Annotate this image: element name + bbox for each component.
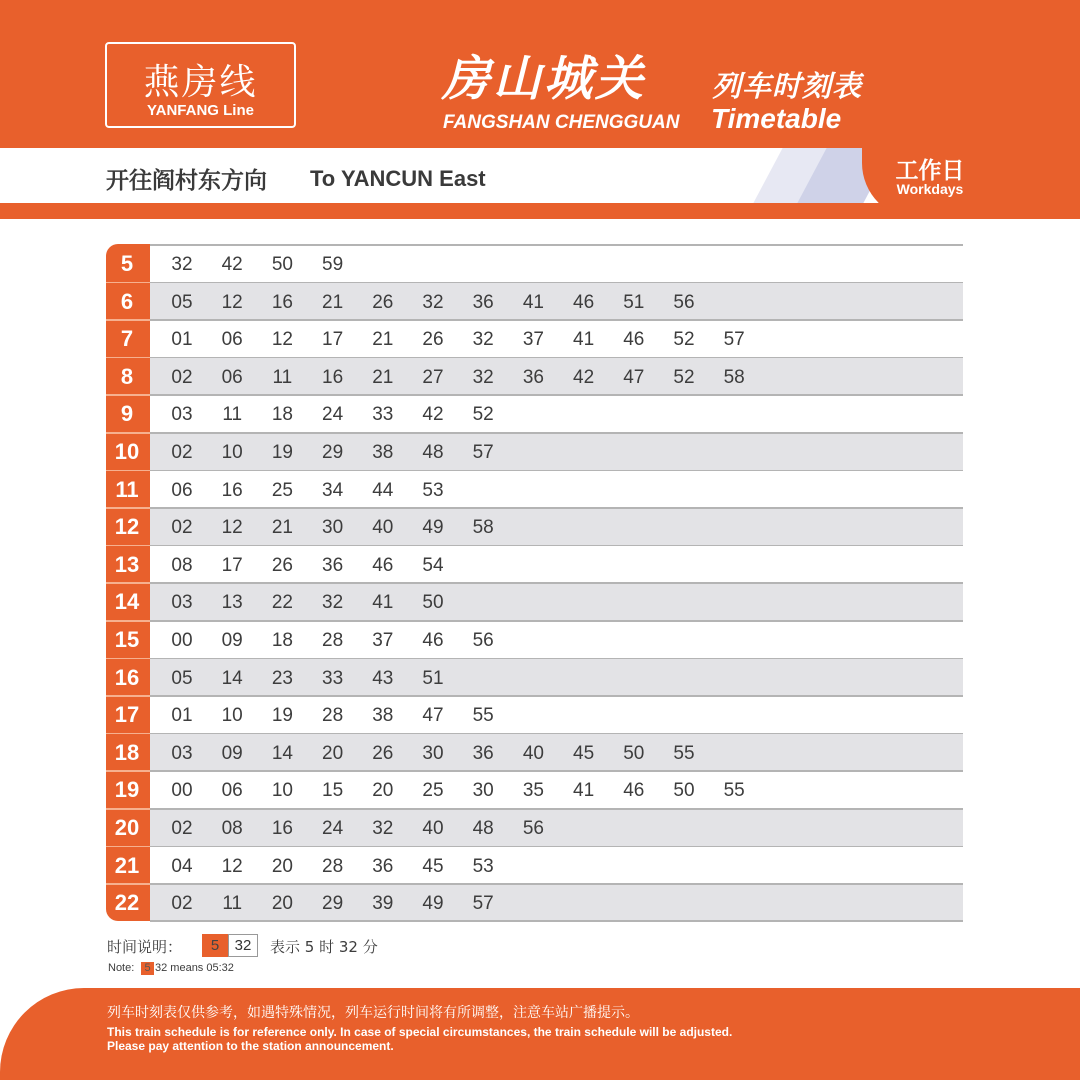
table-row <box>106 883 963 921</box>
minute-cell: 54 <box>422 554 444 576</box>
minute-cell: 41 <box>573 329 595 351</box>
minute-cell: 55 <box>723 780 745 802</box>
table-row <box>106 620 963 658</box>
minute-cell: 32 <box>322 592 344 614</box>
minute-cell: 52 <box>673 366 695 388</box>
minute-cell: 59 <box>322 254 344 275</box>
direction-en: To YANCUN East <box>310 166 486 191</box>
minute-cell: 46 <box>623 329 645 351</box>
minute-cell: 29 <box>322 893 344 915</box>
minute-cell: 06 <box>221 366 243 388</box>
minute-cell: 03 <box>171 592 193 614</box>
minute-cell: 17 <box>322 329 344 351</box>
minute-cell: 21 <box>372 329 394 351</box>
minute-cell: 27 <box>422 366 444 388</box>
minute-cell: 57 <box>472 893 494 915</box>
table-row <box>106 770 963 808</box>
table-row <box>106 695 963 733</box>
minute-cell: 18 <box>271 630 293 651</box>
minute-cell: 39 <box>372 893 394 915</box>
station-name-cn: 房山城关 <box>442 51 647 107</box>
line-badge <box>105 42 296 128</box>
minute-cell: 46 <box>372 554 394 576</box>
minute-cell: 26 <box>422 329 444 351</box>
minute-cell: 20 <box>271 893 293 915</box>
minute-cell: 20 <box>322 742 344 764</box>
minute-cell: 40 <box>372 517 394 539</box>
hour-cell: 14 <box>114 589 140 615</box>
minute-cell: 41 <box>522 291 544 313</box>
minute-cell: 18 <box>271 404 293 426</box>
table-row <box>106 733 963 771</box>
minute-cell: 24 <box>322 818 344 839</box>
minute-cell: 36 <box>372 855 394 877</box>
minute-cell: 56 <box>472 630 494 651</box>
minute-cell: 26 <box>372 291 394 313</box>
minute-cell: 56 <box>673 291 695 313</box>
note-example-hour: 5 <box>141 962 154 975</box>
timetable-title-en: Timetable <box>711 103 842 134</box>
timetable-grid <box>106 244 963 921</box>
minute-cell: 01 <box>171 329 193 351</box>
minute-cell: 32 <box>472 366 494 388</box>
minute-cell: 06 <box>221 780 243 802</box>
minute-cell: 57 <box>723 329 745 351</box>
minute-cell: 02 <box>171 517 193 539</box>
minute-cell: 45 <box>573 742 595 764</box>
minute-cell: 56 <box>522 818 544 839</box>
minute-cell: 48 <box>472 818 494 839</box>
minute-cell: 16 <box>271 818 293 839</box>
minute-cell: 16 <box>322 366 344 388</box>
minute-cell: 13 <box>221 592 243 614</box>
minute-cell: 57 <box>472 442 494 463</box>
minute-cell: 58 <box>472 517 494 539</box>
table-row <box>106 394 963 432</box>
hour-cell: 9 <box>120 401 134 427</box>
line-name-en: YANFANG Line <box>147 102 254 119</box>
minute-cell: 09 <box>221 742 243 764</box>
hour-cell: 6 <box>120 288 134 314</box>
minute-cell: 14 <box>271 742 293 764</box>
minute-cell: 25 <box>271 479 293 501</box>
footer-notice-en: Please pay attention to the station announcement. <box>107 1039 394 1053</box>
table-row <box>106 470 963 508</box>
table-row <box>106 319 963 357</box>
minute-cell: 08 <box>171 554 193 576</box>
minute-cell: 33 <box>322 667 344 689</box>
minute-cell: 35 <box>522 780 544 802</box>
minute-cell: 02 <box>171 442 193 463</box>
minute-cell: 20 <box>372 780 394 802</box>
table-row <box>106 282 963 320</box>
minute-cell: 06 <box>171 479 193 501</box>
minute-cell: 03 <box>171 742 193 764</box>
minute-cell: 09 <box>221 630 243 651</box>
minute-cell: 40 <box>422 818 444 839</box>
minute-cell: 28 <box>322 630 344 651</box>
minute-cell: 51 <box>623 291 645 313</box>
minute-cell: 33 <box>372 404 394 426</box>
minute-cell: 12 <box>271 329 293 351</box>
minute-cell: 50 <box>422 592 444 614</box>
minute-cell: 46 <box>623 780 645 802</box>
hour-cell: 18 <box>114 739 140 765</box>
minute-cell: 53 <box>422 479 444 501</box>
minute-cell: 42 <box>422 404 444 426</box>
station-name-en: FANGSHAN CHENGGUAN <box>443 112 680 133</box>
minute-cell: 36 <box>322 554 344 576</box>
minute-cell: 55 <box>472 705 494 727</box>
day-type-cn: 工作日 <box>895 158 965 184</box>
minute-cell: 49 <box>422 517 444 539</box>
day-type-en: Workdays <box>896 181 964 197</box>
footer-notice-cn: 列车时刻表仅供参考，如遇特殊情况，列车运行时间将有所调整，注意车站广播提示。 <box>107 1005 639 1021</box>
minute-cell: 15 <box>322 780 344 802</box>
minute-cell: 04 <box>171 855 193 877</box>
minute-cell: 28 <box>322 705 344 727</box>
minute-cell: 21 <box>322 291 344 313</box>
minute-cell: 30 <box>422 742 444 764</box>
table-row <box>106 507 963 545</box>
hour-cell: 5 <box>120 251 134 276</box>
hour-cell: 13 <box>114 551 140 577</box>
minute-cell: 45 <box>422 855 444 877</box>
minute-cell: 36 <box>472 291 494 313</box>
minute-cell: 42 <box>221 254 243 275</box>
table-row <box>106 846 963 884</box>
hour-cell: 20 <box>114 815 140 840</box>
minute-cell: 22 <box>271 592 293 614</box>
legend-example-hour: 5 <box>202 934 228 957</box>
minute-cell: 55 <box>673 742 695 764</box>
legend-explanation: 表示 5 时 32 分 <box>270 938 378 956</box>
minute-cell: 32 <box>472 329 494 351</box>
minute-cell: 38 <box>372 705 394 727</box>
hour-cell: 22 <box>114 890 140 916</box>
minute-cell: 19 <box>271 705 293 727</box>
hour-cell: 11 <box>115 476 139 502</box>
minute-cell: 05 <box>171 667 193 689</box>
minute-cell: 05 <box>171 291 193 313</box>
minute-cell: 41 <box>573 780 595 802</box>
minute-cell: 20 <box>271 855 293 877</box>
minute-cell: 50 <box>623 742 645 764</box>
hour-cell: 8 <box>120 363 134 389</box>
minute-cell: 49 <box>422 893 444 915</box>
footer-notice-en: This train schedule is for reference only. In case of special circumstances, the train schedule will be adjusted. <box>107 1025 733 1039</box>
timetable-title-cn: 列车时刻表 <box>712 69 863 103</box>
minute-cell: 38 <box>372 442 394 463</box>
minute-cell: 52 <box>673 329 695 351</box>
minute-cell: 46 <box>573 291 595 313</box>
minute-cell: 37 <box>372 630 394 651</box>
minute-cell: 03 <box>171 404 193 426</box>
minute-cell: 21 <box>372 366 394 388</box>
minute-cell: 36 <box>472 742 494 764</box>
table-row <box>106 432 963 470</box>
hour-cell: 19 <box>114 777 140 803</box>
note-text: 32 means 05:32 <box>155 962 234 974</box>
minute-cell: 23 <box>271 667 293 689</box>
minute-cell: 19 <box>271 442 293 463</box>
table-row <box>106 808 963 846</box>
table-row <box>106 582 963 620</box>
minute-cell: 32 <box>171 254 193 275</box>
minute-cell: 02 <box>171 366 193 388</box>
minute-cell: 24 <box>322 404 344 426</box>
minute-cell: 11 <box>222 893 243 915</box>
minute-cell: 40 <box>522 742 544 764</box>
minute-cell: 44 <box>372 479 394 501</box>
minute-cell: 14 <box>221 667 243 689</box>
minute-cell: 12 <box>221 855 243 877</box>
hour-cell: 16 <box>114 664 140 690</box>
minute-cell: 16 <box>221 479 243 501</box>
minute-cell: 43 <box>372 667 394 689</box>
minute-cell: 28 <box>322 855 344 877</box>
minute-cell: 41 <box>372 592 394 614</box>
minute-cell: 37 <box>522 329 544 351</box>
minute-cell: 08 <box>221 818 243 839</box>
table-bottom-rule <box>150 920 963 922</box>
minute-cell: 52 <box>472 404 494 426</box>
minute-cell: 42 <box>573 366 595 388</box>
minute-cell: 01 <box>171 705 193 727</box>
minute-cell: 12 <box>221 291 243 313</box>
minute-cell: 26 <box>372 742 394 764</box>
hour-cell: 10 <box>114 439 140 464</box>
minute-cell: 10 <box>221 442 243 463</box>
minute-cell: 32 <box>422 291 444 313</box>
hour-cell: 12 <box>114 514 140 540</box>
minute-cell: 29 <box>322 442 344 463</box>
minute-cell: 36 <box>522 366 544 388</box>
minute-cell: 16 <box>271 291 293 313</box>
minute-cell: 21 <box>271 517 293 539</box>
minute-cell: 46 <box>422 630 444 651</box>
minute-cell: 58 <box>723 366 745 388</box>
minute-cell: 30 <box>472 780 494 802</box>
table-row <box>106 357 963 395</box>
minute-cell: 25 <box>422 780 444 802</box>
minute-cell: 47 <box>422 705 444 727</box>
minute-cell: 48 <box>422 442 444 463</box>
minute-cell: 26 <box>271 554 293 576</box>
minute-cell: 12 <box>221 517 243 539</box>
minute-cell: 10 <box>221 705 243 727</box>
hour-cell: 15 <box>114 627 140 652</box>
minute-cell: 47 <box>623 366 645 388</box>
minute-cell: 17 <box>221 554 243 576</box>
minute-cell: 11 <box>272 366 293 388</box>
minute-cell: 34 <box>322 479 344 501</box>
legend-label: 时间说明： <box>107 938 183 956</box>
minute-cell: 30 <box>322 517 344 539</box>
minute-cell: 50 <box>271 254 293 275</box>
minute-cell: 53 <box>472 855 494 877</box>
note-label: Note: <box>108 962 135 974</box>
table-row <box>106 244 963 282</box>
minute-cell: 06 <box>221 329 243 351</box>
minute-cell: 51 <box>422 667 444 689</box>
minute-cell: 02 <box>171 893 193 915</box>
direction-cn: 开往阎村东方向 <box>106 168 267 194</box>
hour-cell: 17 <box>114 702 140 728</box>
minute-cell: 32 <box>372 818 394 839</box>
minute-cell: 50 <box>673 780 695 802</box>
minute-cell: 10 <box>271 780 293 802</box>
minute-cell: 00 <box>171 780 193 802</box>
line-name-cn: 燕房线 <box>143 62 258 103</box>
minute-cell: 02 <box>171 818 193 839</box>
table-row <box>106 658 963 696</box>
minute-cell: 00 <box>171 630 193 651</box>
minute-cell: 11 <box>222 404 243 426</box>
hour-cell: 21 <box>114 852 140 878</box>
hour-cell: 7 <box>120 326 134 352</box>
table-row <box>106 545 963 583</box>
legend-example-minute: 32 <box>228 934 258 957</box>
